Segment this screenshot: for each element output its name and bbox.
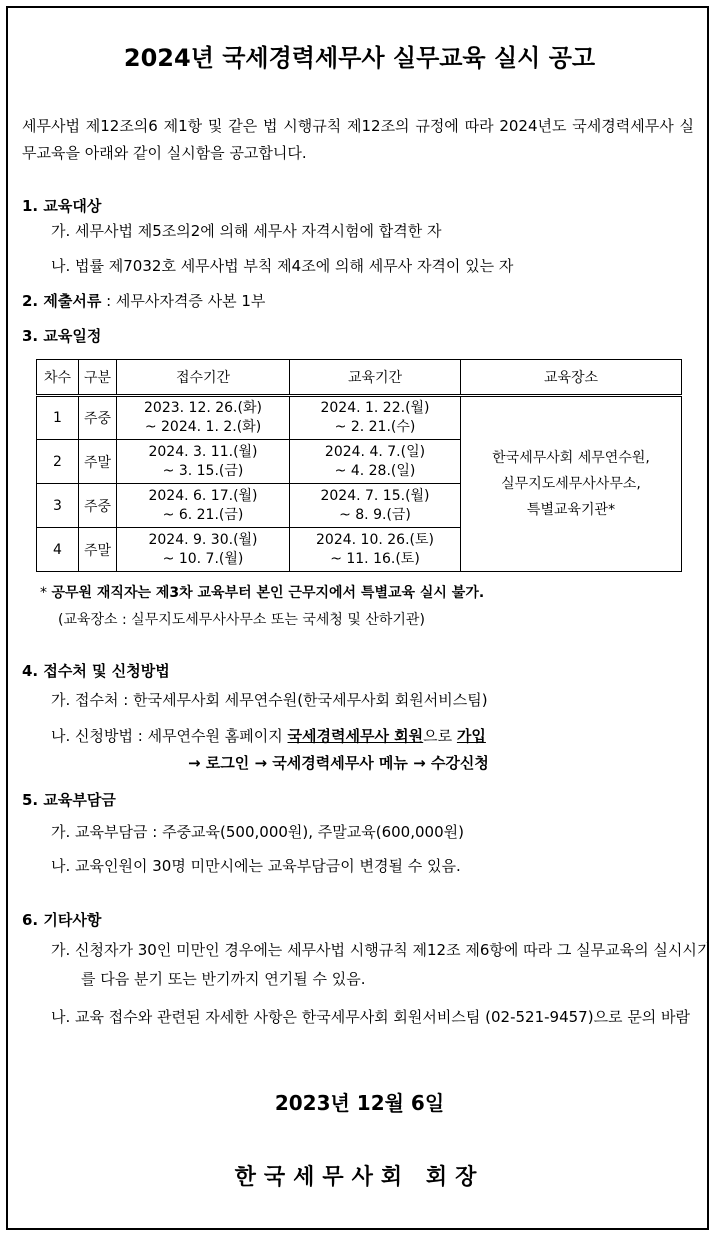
cell-education bbox=[290, 396, 461, 440]
edu-start: 2024. 7. 15.(월) bbox=[320, 487, 430, 504]
reg-start: 2024. 6. 17.(월) bbox=[148, 487, 258, 504]
cell-no: 3 bbox=[37, 484, 79, 528]
fee-item-1: 가. 교육부담금 : 주중교육(500,000원), 주말교육(600,000원) bbox=[51, 823, 464, 841]
edu-start: 2024. 1. 22.(월) bbox=[320, 400, 430, 416]
section-heading-fee: 5. 교육부담금 bbox=[22, 791, 116, 809]
col-header-type: 구분 bbox=[79, 360, 117, 396]
cell-type: 주말 bbox=[79, 440, 117, 484]
apply-member-type: 국세경력세무사 회원 bbox=[287, 727, 424, 745]
cell-no: 4 bbox=[37, 528, 79, 572]
reg-end: ~ 6. 21.(금) bbox=[162, 506, 244, 523]
target-item-1: 가. 세무사법 제5조의2에 의해 세무사 자격시험에 합격한 자 bbox=[51, 222, 442, 240]
cell-education bbox=[290, 528, 461, 572]
reg-end: ~ 10. 7.(월) bbox=[162, 550, 244, 567]
section-heading-apply: 4. 접수처 및 신청방법 bbox=[22, 662, 170, 680]
reg-end: ~ 2024. 1. 2.(화) bbox=[144, 419, 262, 435]
schedule-note-sub: (교육장소 : 실무지도세무사사무소 또는 국세청 및 산하기관) bbox=[58, 612, 425, 628]
place-line-3: 특별교육기관* bbox=[526, 502, 616, 518]
section-heading-target: 1. 교육대상 bbox=[22, 197, 102, 215]
cell-education bbox=[290, 440, 461, 484]
docs-text: : 세무사자격증 사본 1부 bbox=[101, 292, 266, 310]
schedule-note bbox=[40, 582, 484, 602]
place-line-1: 한국세무사회 세무연수원, bbox=[492, 450, 650, 466]
section-heading-schedule: 3. 교육일정 bbox=[22, 327, 102, 345]
cell-registration bbox=[117, 396, 290, 440]
edu-start: 2024. 4. 7.(일) bbox=[324, 443, 426, 460]
section-heading-etc: 6. 기타사항 bbox=[22, 911, 102, 929]
note-star: * bbox=[40, 585, 52, 601]
table-header-row bbox=[37, 360, 682, 396]
cell-place bbox=[461, 396, 682, 572]
target-item-2: 나. 법률 제7032호 세무사법 부칙 제4조에 의해 세무사 자격이 있는 자 bbox=[51, 257, 514, 275]
edu-end: ~ 8. 9.(금) bbox=[339, 506, 411, 523]
notice-date: 2023년 12월 6일 bbox=[274, 1091, 445, 1115]
apply-item-2 bbox=[51, 725, 691, 746]
cell-no: 2 bbox=[37, 440, 79, 484]
cell-registration bbox=[117, 528, 290, 572]
reg-start: 2023. 12. 26.(화) bbox=[144, 400, 262, 416]
intro-paragraph: 세무사법 제12조의6 제1항 및 같은 법 시행규칙 제12조의 규정에 따라 2024년도 국세경력세무사 실무교육을 아래와 같이 실시함을 공고합니다. bbox=[22, 117, 694, 162]
section-heading-docs: 2. 제출서류 bbox=[22, 292, 102, 310]
cell-type: 주중 bbox=[79, 484, 117, 528]
section-docs bbox=[22, 290, 265, 311]
edu-start: 2024. 10. 26.(토) bbox=[316, 531, 434, 548]
edu-end: ~ 11. 16.(토) bbox=[330, 550, 420, 567]
col-header-no: 차수 bbox=[37, 360, 79, 396]
edu-end: ~ 4. 28.(일) bbox=[334, 462, 416, 479]
col-header-registration: 접수기간 bbox=[117, 360, 290, 396]
cell-no: 1 bbox=[37, 396, 79, 440]
table-row bbox=[37, 396, 682, 440]
apply-item-1: 가. 접수처 : 한국세무사회 세무연수원(한국세무사회 회원서비스팀) bbox=[51, 691, 488, 709]
cell-registration bbox=[117, 484, 290, 528]
cell-type: 주말 bbox=[79, 528, 117, 572]
fee-item-2: 나. 교육인원이 30명 미만시에는 교육부담금이 변경될 수 있음. bbox=[51, 857, 461, 875]
apply-method-prefix: 나. 신청방법 : 세무연수원 홈페이지 bbox=[51, 727, 288, 745]
etc-item-2: 나. 교육 접수와 관련된 자세한 사항은 한국세무사회 회원서비스팀 (02-521-9457)으로 문의 바람 bbox=[51, 1008, 691, 1026]
reg-start: 2024. 9. 30.(월) bbox=[148, 531, 258, 548]
place-line-2: 실무지도세무사사무소, bbox=[501, 476, 641, 492]
col-header-education: 교육기간 bbox=[290, 360, 461, 396]
apply-method-mid: 으로 bbox=[423, 727, 457, 745]
schedule-table bbox=[36, 359, 682, 572]
reg-end: ~ 3. 15.(금) bbox=[162, 462, 244, 479]
cell-type: 주중 bbox=[79, 396, 117, 440]
note-bold-text: 공무원 재직자는 제3차 교육부터 본인 근무지에서 특별교육 실시 불가. bbox=[51, 585, 485, 601]
reg-start: 2024. 3. 11.(월) bbox=[148, 443, 258, 460]
apply-join: 가입 bbox=[456, 727, 486, 745]
apply-flow: → 로그인 → 국세경력세무사 메뉴 → 수강신청 bbox=[188, 754, 489, 772]
cell-registration bbox=[117, 440, 290, 484]
col-header-place: 교육장소 bbox=[461, 360, 682, 396]
etc-item-1: 가. 신청자가 30인 미만인 경우에는 세무사법 시행규칙 제12조 제6항에 따라 그 실무교육의 실시시기를 다음 분기 또는 반기까지 연기될 수 있음. bbox=[51, 941, 712, 988]
page-title: 2024년 국세경력세무사 실무교육 실시 공고 bbox=[123, 44, 596, 72]
cell-education bbox=[290, 484, 461, 528]
edu-end: ~ 2. 21.(수) bbox=[334, 419, 416, 435]
signature: 한국세무사회 회장 bbox=[234, 1165, 485, 1190]
